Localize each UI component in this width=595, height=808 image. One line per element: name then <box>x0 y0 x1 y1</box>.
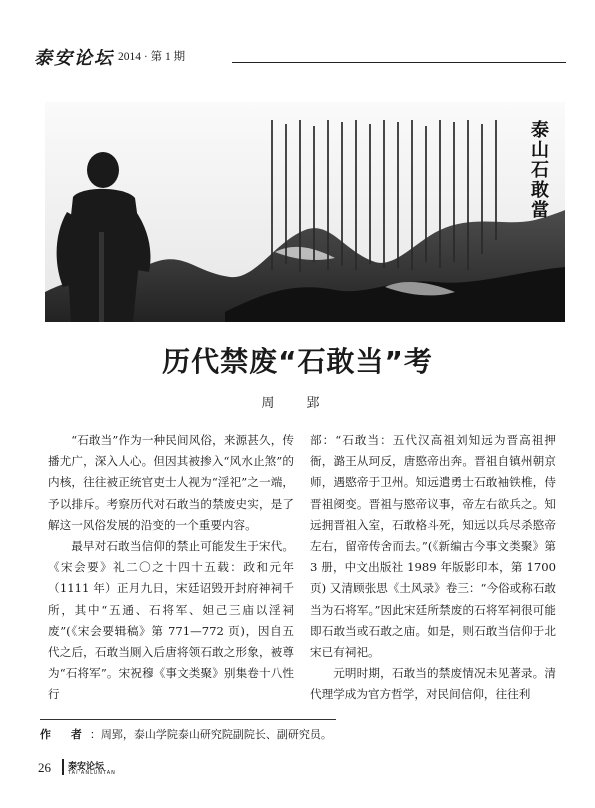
left-column <box>48 430 294 706</box>
banner-illustration <box>45 102 565 322</box>
running-header <box>34 44 565 69</box>
paragraph: “石敢当”作为一种民间风俗，来源甚久，传播尤广，深入人心。但因其被掺入“风水止煞”的内核，往往被正统官吏士人视为“淫祀”之一端，予以排斥。考察历代对石敢当的禁废史实，是了解这一风俗发展的沿变的一个重要内容。 <box>48 433 294 532</box>
footer-journal-pinyin: TAI'ANLUNTAN <box>68 770 116 776</box>
author-note <box>40 726 332 742</box>
author-note-text: ：周郢，泰山学院泰山研究院副院长、副研究员。 <box>89 728 332 741</box>
banner-image <box>45 102 565 322</box>
issue-number: 2014 · 第 1 期 <box>118 51 186 63</box>
footer-journal-name: 泰安论坛 <box>68 762 105 772</box>
paragraph: 最早对石敢当信仰的禁止可能发生于宋代。《宋会要》礼二〇之十四十五载：政和元年（1111 年）正月九日，宋廷诏毁开封府神祠千所，其中“五通、石将军、妲己三庙以淫祠废”(《宋会要辑稿》第 771—772 页)，因自五代之后，石敢当厕入后唐将领石敢之形象，被尊为“石将军”。宋祝穆《事文类聚》别集卷十八性行 <box>48 539 294 702</box>
journal-name: 泰安论坛 <box>34 48 114 69</box>
page-number: 26 <box>38 760 51 775</box>
article-title: 历代禁废“石敢当”考 <box>162 345 433 378</box>
paragraph: 元明时期，石敢当的禁废情况未见著录。清代理学成为官方哲学，对民间信仰，往往利 <box>310 666 556 702</box>
article-author: 周 郢 <box>261 396 334 411</box>
footnote-rule <box>40 719 336 720</box>
header-rule <box>232 62 566 63</box>
paragraph: 部：“石敢当：五代汉高祖刘知远为晋高祖押衙，潞王从珂反，唐愍帝出奔。晋祖自镇州朝京师，遇愍帝于卫州。知远遣勇士石敢袖铁椎，侍晋祖阌变。晋祖与愍帝议事，帝左右欲兵之。知远拥晋祖入室，石敢格斗死，知远以兵尽杀愍帝左右，留帝传舍而去。”(《新编古今事文类聚》第 3 册，中文出版社 1989 年版影印本，第 1700 页) 又清顾张思《土风录》卷三：“今俗或称石敢当为石将军。”因此宋廷所禁废的石将军祠很可能即石敢当或石敢之庙。如是，则石敢当信仰于北宋已有祠祀。 <box>310 433 557 660</box>
right-column <box>310 430 556 706</box>
author-note-label: 作 者 <box>40 728 90 741</box>
vertical-title-text: 泰山石敢當 <box>528 120 549 220</box>
footer-divider <box>62 759 64 775</box>
banner-vertical-title <box>523 120 553 220</box>
